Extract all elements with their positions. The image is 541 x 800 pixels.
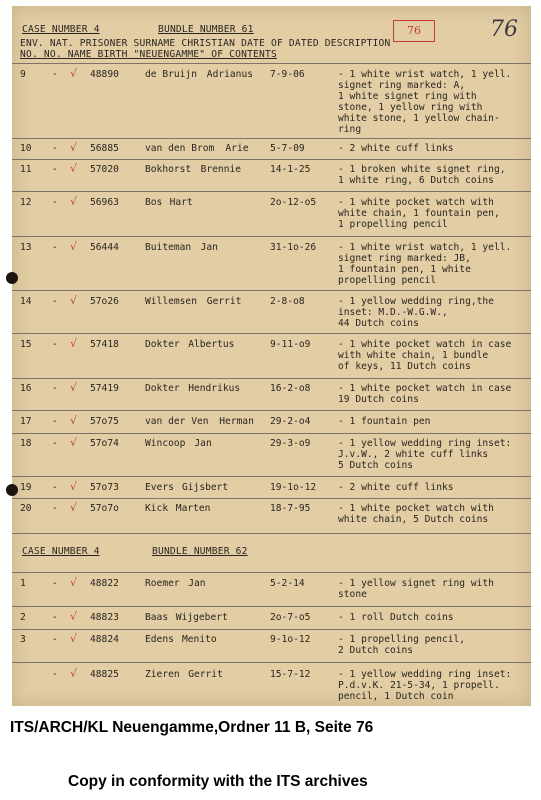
christian-name: Jan [194,438,212,449]
description-of-contents: - 1 yellow wedding ring inset: P.d.v.K. 21-5-34, 1 propell. pencil, 1 Dutch coin [338,669,512,702]
row-divider [12,63,531,64]
nationality: - [52,612,58,623]
surname: Zieren [145,669,180,680]
check-mark-icon: √ [70,294,78,307]
description-of-contents: - 1 broken white signet ring, 1 white ring, 6 Dutch coins [338,164,506,186]
prisoner-number: 48823 [90,612,119,623]
env-number: 13 [20,242,32,253]
nationality: - [52,503,58,514]
env-number: 10 [20,143,32,154]
date-of-birth: 9-1o-12 [270,634,311,645]
nationality: - [52,438,58,449]
check-mark-icon: √ [70,141,78,154]
nationality: - [52,339,58,350]
env-number: 12 [20,197,32,208]
env-number: 19 [20,482,32,493]
surname: Willemsen [145,296,197,307]
christian-name: Brennie [200,164,242,175]
surname: Dokter [145,383,180,394]
surname: Baas [145,612,169,623]
christian-name: Jan [188,578,206,589]
check-mark-icon: √ [70,381,78,394]
prisoner-number: 56963 [90,197,119,208]
surname: Roemer [145,578,180,589]
description-of-contents: - 2 white cuff links [338,482,454,493]
check-mark-icon: √ [70,162,78,175]
date-of-birth: 7-9-06 [270,69,305,80]
date-of-birth: 5-2-14 [270,578,305,589]
nationality: - [52,143,58,154]
check-mark-icon: √ [70,240,78,253]
description-of-contents: - 1 yellow wedding ring inset: J.v.W., 2 white cuff links 5 Dutch coins [338,438,512,471]
punch-hole-top [6,272,18,284]
date-of-birth: 14-1-25 [270,164,311,175]
page-stamp: 76 [393,20,435,42]
env-number: 18 [20,438,32,449]
column-headers-line2: NO. NO. NAME BIRTH "NEUENGAMME" OF CONTENTS [20,49,277,60]
column-headers-line1: ENV. NAT. PRISONER SURNAME CHRISTIAN DATE OF DATED DESCRIPTION [20,38,391,49]
christian-name: Marten [175,503,211,514]
bundle-number-label: BUNDLE NUMBER 61 [158,24,254,35]
check-mark-icon: √ [70,501,78,514]
prisoner-number: 48890 [90,69,119,80]
nationality: - [52,197,58,208]
description-of-contents: - 1 white wrist watch, 1 yell. signet ring marked: JB, 1 fountain pen, 1 white propelling pencil [338,242,512,286]
christian-name: Albertus [188,339,235,350]
date-of-birth: 29-3-o9 [270,438,311,449]
row-divider [12,662,531,663]
surname: Buiteman [145,242,192,253]
christian-name: Adrianus [206,69,254,80]
archive-sheet [12,6,531,706]
row-divider [12,476,531,477]
christian-name: Menito [182,634,217,645]
row-divider [12,236,531,237]
check-mark-icon: √ [70,414,78,427]
prisoner-number: 56444 [90,242,119,253]
check-mark-icon: √ [70,576,78,589]
description-of-contents: - 1 fountain pen [338,416,431,427]
description-of-contents: - 1 yellow signet ring with stone [338,578,494,600]
env-number: 3 [20,634,26,645]
row-divider [12,333,531,334]
bundle-number-label-2: BUNDLE NUMBER 62 [152,546,248,557]
row-divider [12,378,531,379]
check-mark-icon: √ [70,195,78,208]
row-divider [12,533,531,534]
christian-name: Wijgebert [175,612,228,623]
date-of-birth: 15-7-12 [270,669,311,680]
surname: Dokter [145,339,180,350]
description-of-contents: - 1 white wrist watch, 1 yell. signet ring marked: A, 1 white signet ring with stone, 1 yellow ring with white stone, 1 yellow chain- ring [338,69,512,135]
description-of-contents: - 1 white pocket watch in case with white chain, 1 bundle of keys, 11 Dutch coins [338,339,512,372]
christian-name: Hart [169,197,193,208]
prisoner-number: 57o26 [90,296,119,307]
christian-name: Arie [225,143,249,154]
row-divider [12,138,531,139]
check-mark-icon: √ [70,610,78,623]
nationality: - [52,416,58,427]
surname: Edens [145,634,174,645]
nationality: - [52,383,58,394]
date-of-birth: 31-1o-26 [270,242,317,253]
env-number: 20 [20,503,32,514]
description-of-contents: - 1 propelling pencil, 2 Dutch coins [338,634,466,656]
row-divider [12,606,531,607]
conformity-note: Copy in conformity with the ITS archives [68,773,368,790]
row-divider [12,498,531,499]
prisoner-number: 57419 [90,383,119,394]
description-of-contents: - 1 white pocket watch in case 19 Dutch coins [338,383,512,405]
surname: van den Brom [145,143,215,154]
surname: van der Ven [145,416,209,427]
christian-name: Herman [219,416,254,427]
case-number-label-2: CASE NUMBER 4 [22,546,100,557]
date-of-birth: 16-2-o8 [270,383,311,394]
surname: Evers [145,482,174,493]
prisoner-number: 48825 [90,669,119,680]
env-number: 14 [20,296,32,307]
row-divider [12,433,531,434]
description-of-contents: - 1 white pocket watch with white chain, 5 Dutch coins [338,503,494,525]
row-divider [12,290,531,291]
date-of-birth: 19-1o-12 [270,482,317,493]
nationality: - [52,164,58,175]
prisoner-number: 56885 [90,143,119,154]
check-mark-icon: √ [70,667,78,680]
nationality: - [52,242,58,253]
row-divider [12,572,531,573]
nationality: - [52,296,58,307]
christian-name: Hendrikus [188,383,241,394]
check-mark-icon: √ [70,436,78,449]
prisoner-number: 57020 [90,164,119,175]
check-mark-icon: √ [70,67,78,80]
prisoner-number: 48822 [90,578,119,589]
env-number: 16 [20,383,32,394]
date-of-birth: 18-7-95 [270,503,311,514]
description-of-contents: - 1 roll Dutch coins [338,612,454,623]
nationality: - [52,69,58,80]
prisoner-number: 57o74 [90,438,119,449]
check-mark-icon: √ [70,337,78,350]
description-of-contents: - 2 white cuff links [338,143,454,154]
case-number-label: CASE NUMBER 4 [22,24,100,35]
nationality: - [52,578,58,589]
row-divider [12,410,531,411]
row-divider [12,159,531,160]
surname: Wincoop [145,438,186,449]
row-divider [12,191,531,192]
prisoner-number: 57o75 [90,416,119,427]
date-of-birth: 2o-12-o5 [270,197,317,208]
surname: Bos [145,197,163,208]
prisoner-number: 57o73 [90,482,119,493]
env-number: 1 [20,578,26,589]
date-of-birth: 9-11-o9 [270,339,311,350]
env-number: 17 [20,416,32,427]
description-of-contents: - 1 white pocket watch with white chain, 1 fountain pen, 1 propelling pencil [338,197,500,230]
description-of-contents: - 1 yellow wedding ring,the inset: M.D.-W.G.W., 44 Dutch coins [338,296,494,329]
christian-name: Jan [200,242,218,253]
nationality: - [52,482,58,493]
archive-reference: ITS/ARCH/KL Neuengamme,Ordner 11 B, Seite 76 [10,719,374,736]
env-number: 11 [20,164,32,175]
surname: Kick [145,503,169,514]
env-number: 9 [20,69,26,80]
date-of-birth: 29-2-o4 [270,416,311,427]
surname: de Bruijn [145,69,197,80]
check-mark-icon: √ [70,480,78,493]
christian-name: Gerrit [206,296,242,307]
date-of-birth: 2-8-o8 [270,296,305,307]
env-number: 15 [20,339,32,350]
christian-name: Gijsbert [182,482,229,493]
punch-hole-bottom [6,484,18,496]
row-divider [12,629,531,630]
prisoner-number: 57418 [90,339,119,350]
env-number: 2 [20,612,26,623]
christian-name: Gerrit [188,669,223,680]
date-of-birth: 5-7-09 [270,143,305,154]
surname: Bokhorst [145,164,192,175]
nationality: - [52,634,58,645]
handwritten-page-number: 76 [490,17,518,42]
prisoner-number: 48824 [90,634,119,645]
nationality: - [52,669,58,680]
check-mark-icon: √ [70,632,78,645]
date-of-birth: 2o-7-o5 [270,612,311,623]
prisoner-number: 57o7o [90,503,119,514]
